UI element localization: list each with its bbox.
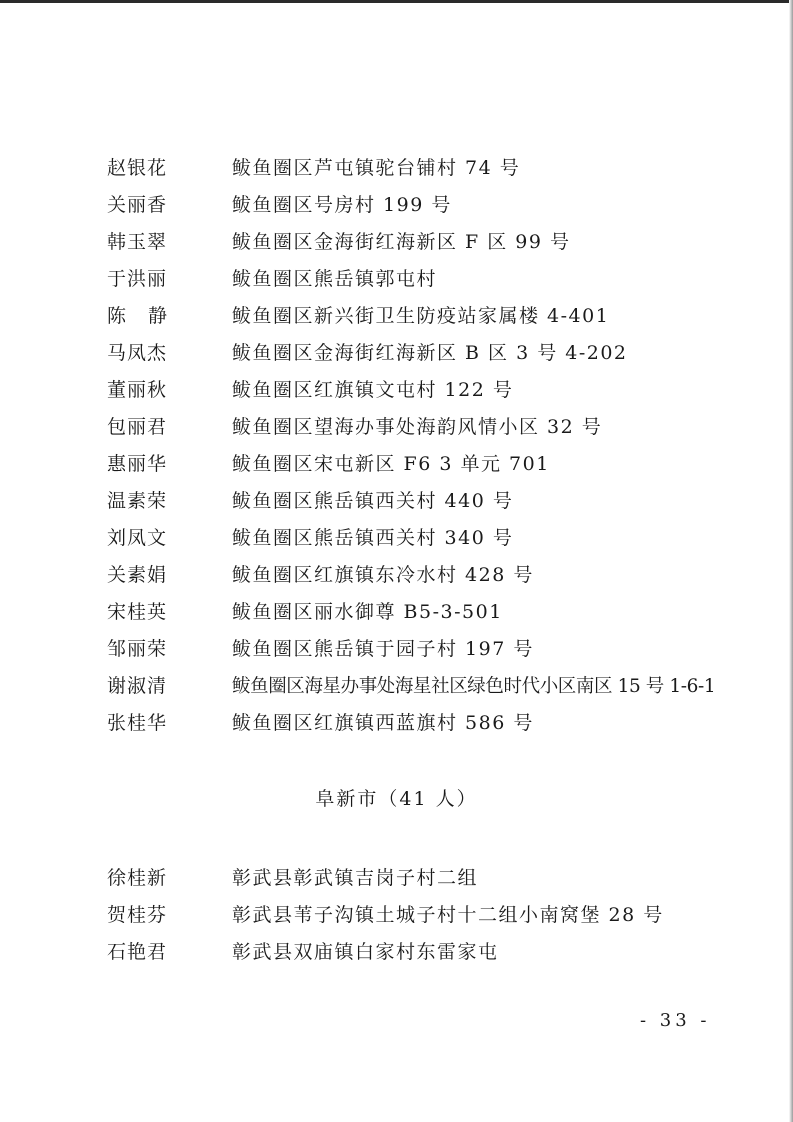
person-address: 鲅鱼圈区红旗镇西蓝旗村 586 号: [232, 712, 534, 734]
list-item: [0, 446, 793, 483]
person-name: 马凤杰: [107, 342, 168, 364]
person-address: 鲅鱼圈区芦屯镇驼台铺村 74 号: [232, 157, 521, 179]
list-item: [0, 631, 793, 668]
list-item: [0, 224, 793, 261]
list-item: [0, 520, 793, 557]
person-name: 董丽秋: [107, 379, 168, 401]
person-address: 鲅鱼圈区红旗镇东冷水村 428 号: [232, 564, 534, 586]
person-name: 韩玉翠: [107, 231, 168, 253]
person-name: 宋桂英: [107, 601, 168, 623]
person-address: 鲅鱼圈区号房村 199 号: [232, 194, 452, 216]
scan-edge-top: [0, 0, 793, 3]
person-address: 彰武县苇子沟镇土城子村十二组小南窝堡 28 号: [232, 904, 664, 926]
person-name: 于洪丽: [107, 268, 168, 290]
list-item: [0, 897, 793, 934]
person-address: 彰武县彰武镇吉岗子村二组: [232, 867, 479, 889]
person-address: 鲅鱼圈区熊岳镇西关村 340 号: [232, 527, 514, 549]
person-address: 鲅鱼圈区宋屯新区 F6 3 单元 701: [232, 453, 550, 475]
list-item: [0, 187, 793, 224]
person-address: 鲅鱼圈区熊岳镇郭屯村: [232, 268, 438, 290]
person-address: 鲅鱼圈区新兴街卫生防疫站家属楼 4-401: [232, 305, 610, 327]
person-name: 陈静: [107, 305, 190, 327]
list-item: [0, 261, 793, 298]
page-number: - 33 -: [640, 1010, 711, 1031]
list-item: [0, 298, 793, 335]
person-address: 鲅鱼圈区金海街红海新区 F 区 99 号: [232, 231, 571, 253]
person-name: 关丽香: [107, 194, 168, 216]
list-item: [0, 934, 793, 971]
list-item: [0, 705, 793, 742]
person-name: 邹丽荣: [107, 638, 168, 660]
person-name: 包丽君: [107, 416, 168, 438]
person-name: 刘凤文: [107, 527, 168, 549]
person-name: 赵银花: [107, 157, 168, 179]
list-item: [0, 409, 793, 446]
list-item: [0, 483, 793, 520]
person-name: 石艳君: [107, 941, 168, 963]
list-item: [0, 335, 793, 372]
person-address: 鲅鱼圈区金海街红海新区 B 区 3 号 4-202: [232, 342, 628, 364]
person-address: 鲅鱼圈区红旗镇文屯村 122 号: [232, 379, 514, 401]
person-name: 关素娟: [107, 564, 168, 586]
person-address: 鲅鱼圈区熊岳镇于园子村 197 号: [232, 638, 534, 660]
person-address: 鲅鱼圈区熊岳镇西关村 440 号: [232, 490, 514, 512]
person-address: 彰武县双庙镇白家村东雷家屯: [232, 941, 499, 963]
list-item: [0, 150, 793, 187]
person-name: 张桂华: [107, 712, 168, 734]
person-name: 温素荣: [107, 490, 168, 512]
list-item: [0, 860, 793, 897]
person-name: 惠丽华: [107, 453, 168, 475]
section-heading-fuxin: 阜新市（41 人）: [315, 788, 478, 810]
person-address: 鲅鱼圈区望海办事处海韵风情小区 32 号: [232, 416, 603, 438]
person-name: 徐桂新: [107, 867, 168, 889]
person-name: 谢淑清: [107, 675, 168, 697]
person-name: 贺桂芬: [107, 904, 168, 926]
list-item: [0, 557, 793, 594]
list-item: [0, 668, 793, 705]
person-address: 鲅鱼圈区海星办事处海星社区绿色时代小区南区 15 号 1-6-1: [232, 676, 716, 697]
person-address: 鲅鱼圈区丽水御尊 B5-3-501: [232, 601, 503, 623]
list-item: [0, 594, 793, 631]
list-item: [0, 372, 793, 409]
